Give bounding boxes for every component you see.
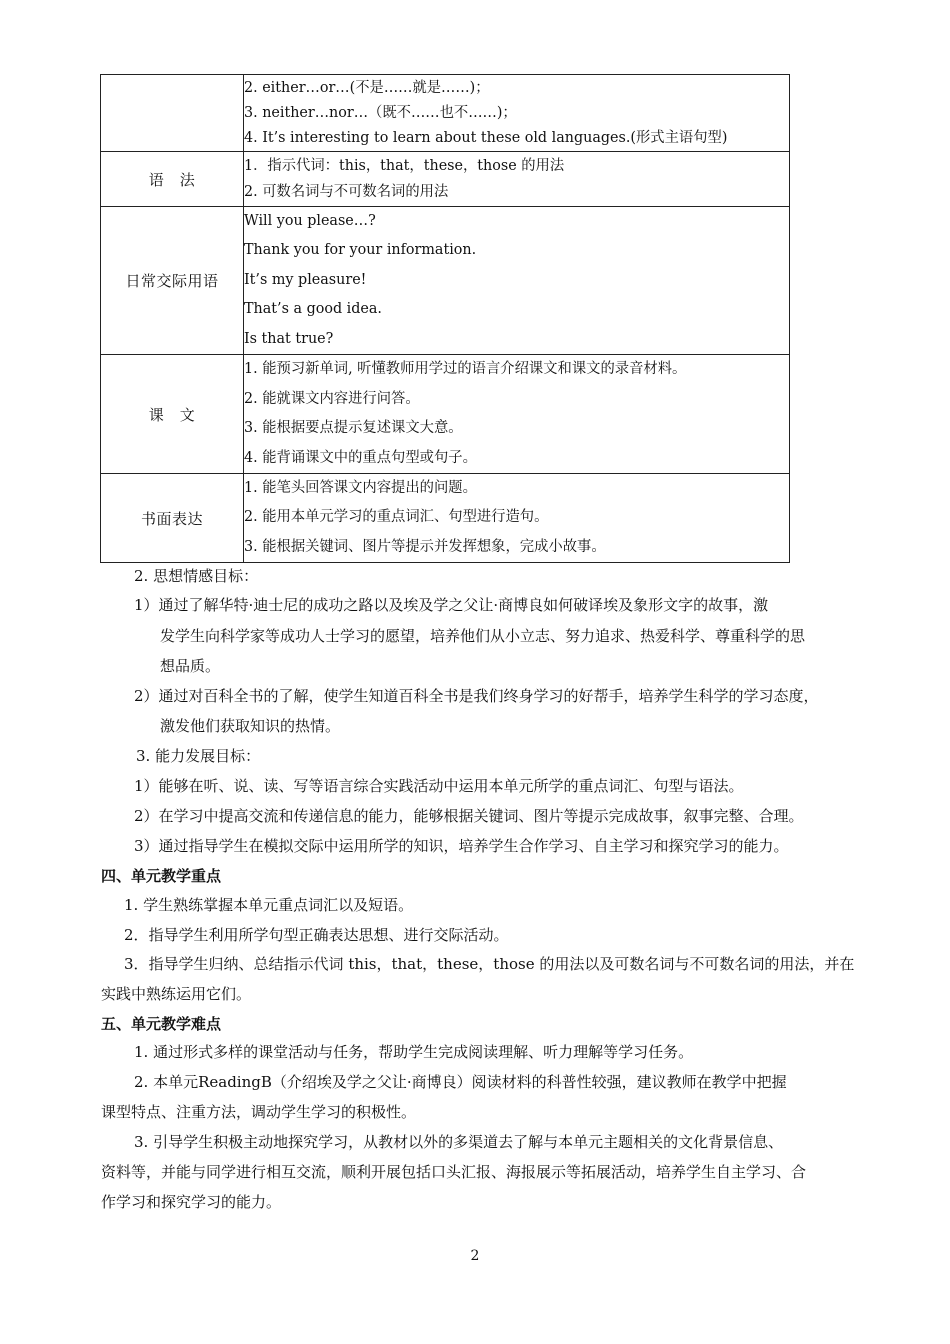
table-line: 1. 能预习新单词, 听懂教师用学过的语言介绍课文和课文的录音材料。 bbox=[244, 361, 687, 377]
paragraph-line: 2）在学习中提高交流和传递信息的能力，能够根据关键词、图片等提示完成故事，叙事完整、合理。 bbox=[134, 807, 804, 825]
paragraph-line: 资料等，并能与同学进行相互交流，顺利开展包括口头汇报、海报展示等拓展活动，培养学生自主学习、合 bbox=[101, 1163, 807, 1181]
row-content bbox=[244, 152, 790, 207]
table-line: That’s a good idea. bbox=[244, 301, 382, 318]
table-line: 2. 能用本单元学习的重点词汇、句型进行造句。 bbox=[244, 509, 549, 526]
paragraph-line: 3）通过指导学生在模拟交际中运用所学的知识，培养学生合作学习、自主学习和探究学习的能力。 bbox=[134, 837, 789, 855]
row-label bbox=[101, 75, 244, 152]
table-row bbox=[101, 355, 790, 474]
table-line: 1．指示代词：this，that，these，those 的用法 bbox=[244, 158, 565, 174]
paragraph-line: 1）通过了解华特·迪士尼的成功之路以及埃及学之父让·商博良如何破译埃及象形文字的故事，激 bbox=[134, 596, 769, 614]
paragraph-line: 作学习和探究学习的能力。 bbox=[101, 1193, 282, 1211]
row-content bbox=[244, 75, 790, 152]
paragraph-line: 激发他们获取知识的热情。 bbox=[160, 717, 341, 735]
row-label-writing: 书面表达 bbox=[101, 474, 244, 563]
table-line: 2. 可数名词与不可数名词的用法 bbox=[244, 184, 449, 200]
table-line: 1. 能笔头回答课文内容提出的问题。 bbox=[244, 480, 477, 497]
table-row bbox=[101, 207, 790, 355]
row-label-expressions: 日常交际用语 bbox=[101, 207, 244, 355]
paragraph-line: 3．指导学生归纳、总结指示代词 this，that，these，those 的用法以及可数名词与不可数名词的用法，并在 bbox=[124, 955, 855, 973]
objectives-table bbox=[100, 74, 790, 563]
paragraph-line: 1）能够在听、说、读、写等语言综合实践活动中运用本单元所学的重点词汇、句型与语法。 bbox=[134, 777, 744, 795]
paragraph-line: 发学生向科学家等成功人士学习的愿望，培养他们从小立志、努力追求、热爱科学、尊重科学的思 bbox=[160, 627, 806, 645]
paragraph-line: 课型特点、注重方法，调动学生学习的积极性。 bbox=[101, 1103, 417, 1121]
table-line: It’s my pleasure! bbox=[244, 271, 367, 288]
table-line: 2. 能就课文内容进行问答。 bbox=[244, 390, 420, 407]
page-number: 2 bbox=[470, 1248, 480, 1264]
table-line: 2. either…or…(不是……就是……)； bbox=[244, 79, 490, 96]
paragraph-line: 1. 学生熟练掌握本单元重点词汇以及短语。 bbox=[124, 896, 414, 914]
table-line: 3. 能根据要点提示复述课文大意。 bbox=[244, 420, 463, 436]
section-heading-key-points: 四、单元教学重点 bbox=[101, 867, 222, 885]
paragraph-line: 2．指导学生利用所学句型正确表达思想、进行交际活动。 bbox=[124, 926, 509, 944]
emotion-goal-title: 2. 思想情感目标： bbox=[134, 567, 259, 585]
row-label-text: 课 文 bbox=[101, 355, 244, 474]
table-line: 4. 能背诵课文中的重点句型或句子。 bbox=[244, 449, 477, 466]
paragraph-line: 3. 引导学生积极主动地探究学习，从教材以外的多渠道去了解与本单元主题相关的文化背景信息、 bbox=[134, 1133, 784, 1151]
row-content bbox=[244, 355, 790, 474]
table-line: Thank you for your information. bbox=[244, 242, 477, 259]
table-line: Is that true? bbox=[244, 330, 334, 347]
row-label-grammar: 语 法 bbox=[101, 152, 244, 207]
table-line: 4. It’s interesting to learn about these old languages.(形式主语句型) bbox=[244, 129, 728, 146]
paragraph-line: 2）通过对百科全书的了解，使学生知道百科全书是我们终身学习的好帮手，培养学生科学的学习态度， bbox=[134, 687, 819, 705]
row-content bbox=[244, 207, 790, 355]
paragraph-line: 实践中熟练运用它们。 bbox=[101, 985, 252, 1003]
paragraph-line: 2. 本单元ReadingB（介绍埃及学之父让·商博良）阅读材料的科普性较强，建议教师在教学中把握 bbox=[134, 1073, 787, 1091]
table-line: 3. 能根据关键词、图片等提示并发挥想象，完成小故事。 bbox=[244, 538, 606, 555]
section-heading-difficulties: 五、单元教学难点 bbox=[101, 1015, 222, 1033]
table-line: Will you please…? bbox=[244, 213, 376, 230]
table-row bbox=[101, 75, 790, 152]
row-content bbox=[244, 474, 790, 563]
table-row bbox=[101, 152, 790, 207]
ability-goal-title: 3. 能力发展目标： bbox=[136, 747, 261, 765]
paragraph-line: 1. 通过形式多样的课堂活动与任务，帮助学生完成阅读理解、听力理解等学习任务。 bbox=[134, 1043, 694, 1061]
table-line: 3. neither…nor…（既不……也不……)； bbox=[244, 104, 517, 121]
paragraph-line: 想品质。 bbox=[160, 657, 221, 675]
table-row bbox=[101, 474, 790, 563]
